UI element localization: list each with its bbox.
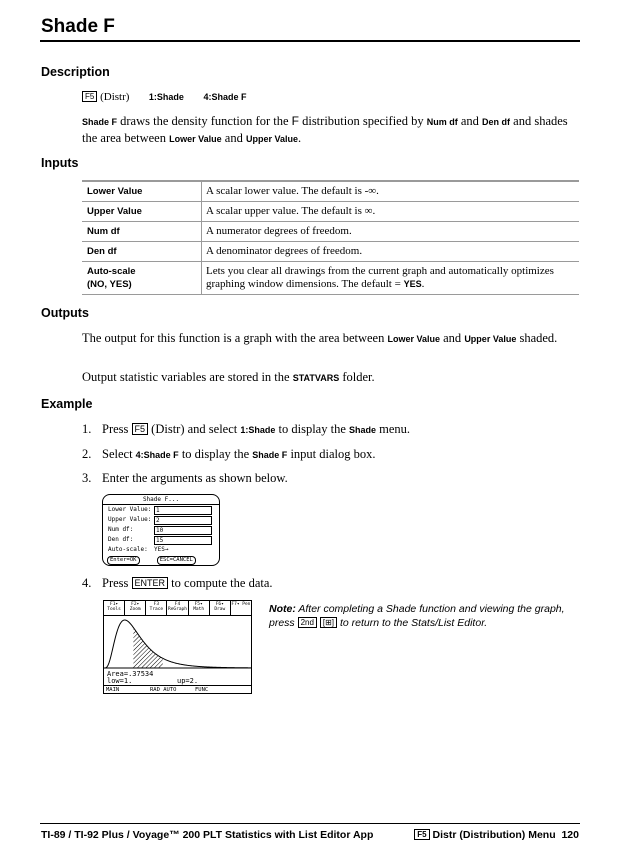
step-4: 4. Press ENTER to compute the data. xyxy=(82,576,273,590)
tab-zoom[interactable]: F2▾ Zoom xyxy=(125,601,146,615)
input-name: Lower Value xyxy=(82,181,202,202)
menu-item-shade: 1:Shade xyxy=(148,92,184,102)
tab-trace[interactable]: F3 Trace xyxy=(146,601,167,615)
table-row xyxy=(82,202,579,222)
dialog-label: Upper Value: xyxy=(108,516,152,523)
step-1: 1. Press F5 (Distr) and select 1:Shade to display the Shade menu. xyxy=(82,422,411,436)
status-bar xyxy=(104,685,251,694)
inputs-heading: Inputs xyxy=(41,156,79,170)
enter-key: ENTER xyxy=(132,577,169,589)
table-row xyxy=(82,222,579,242)
status-main: MAIN xyxy=(106,687,120,693)
table-row xyxy=(82,242,579,262)
input-desc: A scalar lower value. The default is -∞. xyxy=(202,181,580,202)
shade-f-dialog xyxy=(102,494,220,566)
input-desc: A numerator degrees of freedom. xyxy=(202,222,580,242)
footer-rule xyxy=(40,823,580,824)
dialog-label: Den df: xyxy=(108,536,134,543)
2nd-key: 2nd xyxy=(298,617,317,628)
input-name: Den df xyxy=(82,242,202,262)
f5-key: F5 xyxy=(414,829,429,840)
note: Note: After completing a Shade function and viewing the graph, press 2nd [⊞] to return to the Stats/List Editor. xyxy=(269,603,565,629)
table-row xyxy=(82,181,579,202)
input-desc: Lets you clear all drawings from the current graph and automatically optimizes graphing window dimensions. The default = YES. xyxy=(202,262,580,295)
input-desc: A denominator degrees of freedom. xyxy=(202,242,580,262)
step-2: 2. Select 4:Shade F to display the Shade F input dialog box. xyxy=(82,447,376,461)
dialog-label: Num df: xyxy=(108,526,134,533)
toolbar xyxy=(104,601,251,616)
cancel-button[interactable]: ESC=CANCEL xyxy=(157,556,196,565)
menu-path xyxy=(82,91,246,103)
tab-math[interactable]: F5▾ Math xyxy=(189,601,210,615)
tab-tools[interactable]: F1▾ Tools xyxy=(104,601,125,615)
status-func: FUNC xyxy=(195,687,209,693)
menu-key-label: (Distr) xyxy=(100,91,130,103)
input-desc: A scalar upper value. The default is ∞. xyxy=(202,202,580,222)
f5-key: F5 xyxy=(82,91,97,102)
density-graph xyxy=(104,616,251,670)
area-readout: Area=.37534 xyxy=(107,670,154,678)
description-heading: Description xyxy=(41,65,110,79)
tab-draw[interactable]: F6▾ Draw xyxy=(210,601,231,615)
graph-screen xyxy=(103,600,252,694)
title-rule xyxy=(40,40,580,42)
autoscale-select[interactable]: YES→ xyxy=(154,546,169,553)
outputs-heading: Outputs xyxy=(41,306,89,320)
low-readout: low=1. xyxy=(107,677,133,685)
lower-value-field[interactable]: 1 xyxy=(154,506,212,515)
inputs-table xyxy=(82,180,579,295)
upper-value-field[interactable]: 2 xyxy=(154,516,212,525)
num-df-field[interactable]: 10 xyxy=(154,526,212,535)
input-name: Num df xyxy=(82,222,202,242)
up-readout: up=2. xyxy=(177,677,199,685)
tab-regraph[interactable]: F4 ReGraph xyxy=(167,601,188,615)
footer-section: F5 Distr (Distribution) Menu 120 xyxy=(414,829,579,841)
outputs-text-2: Output statistic variables are stored in the STATVARS folder. xyxy=(82,370,375,384)
density-curve xyxy=(104,620,251,668)
f5-key: F5 xyxy=(132,423,149,435)
table-row xyxy=(82,262,579,295)
tab-pen[interactable]: F7▾ Pen xyxy=(231,602,251,607)
dialog-label: Lower Value: xyxy=(108,506,152,513)
dialog-label: Auto-scale: xyxy=(108,546,148,553)
input-name: Auto-scale (NO, YES) xyxy=(82,262,202,295)
description-text: Shade F draws the density function for the F distribution specified by Num df and Den df and shades the area between Lower Value and Upper Value. xyxy=(82,114,568,145)
step-3: 3. Enter the arguments as shown below. xyxy=(82,471,288,485)
footer-title: TI-89 / TI-92 Plus / Voyage™ 200 PLT Statistics with List Editor App xyxy=(41,829,374,841)
status-mode: RAD AUTO xyxy=(150,687,177,693)
example-heading: Example xyxy=(41,397,93,411)
page-title: Shade F xyxy=(41,16,115,37)
menu-item-shade-f: 4:Shade F xyxy=(203,92,247,102)
dialog-title: Shade F... xyxy=(103,496,219,505)
ok-button[interactable]: Enter=OK xyxy=(107,556,140,565)
input-name: Upper Value xyxy=(82,202,202,222)
page-number: 120 xyxy=(561,829,579,841)
apps-key: [⊞] xyxy=(320,617,337,628)
den-df-field[interactable]: 15 xyxy=(154,536,212,545)
outputs-text: The output for this function is a graph with the area between Lower Value and Upper Value shaded. xyxy=(82,331,558,345)
